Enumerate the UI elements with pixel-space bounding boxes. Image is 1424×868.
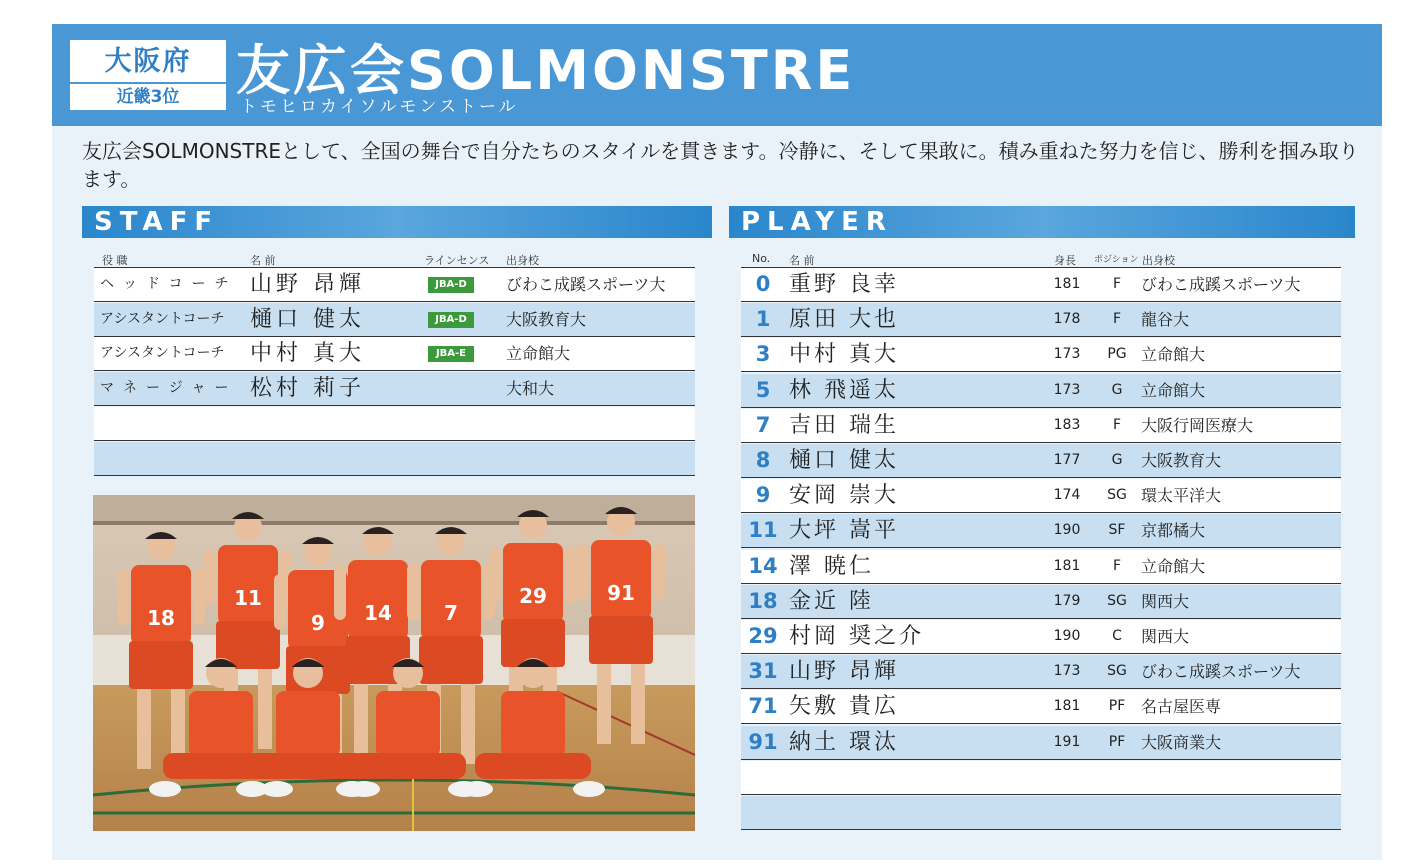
staff-section-title: STAFF: [94, 207, 220, 237]
jersey-number: 91: [607, 581, 635, 605]
staff-col-role: 役 職: [102, 254, 128, 267]
player-row: [741, 796, 1341, 830]
license-badge: JBA-D: [428, 312, 474, 328]
team-name-kana: トモヒロカイソルモンストール: [240, 97, 519, 117]
player-number: 11: [748, 518, 778, 543]
player-position: G: [1111, 452, 1123, 468]
player-section-title: PLAYER: [741, 207, 893, 237]
staff-name: 松村 莉子: [250, 376, 365, 402]
staff-name: 樋口 健太: [250, 306, 365, 332]
staff-role: ヘッドコーチ: [100, 276, 238, 292]
team-photo-illustration: [93, 495, 695, 831]
player-row: [741, 655, 1341, 689]
player-number: 1: [755, 307, 771, 332]
player-position: SF: [1108, 522, 1126, 539]
player-col-number: No.: [752, 252, 771, 265]
player-position: [1097, 796, 1137, 829]
staff-school: びわこ成蹊スポーツ大: [506, 275, 666, 294]
player-number: [745, 761, 781, 794]
player-number: 29: [748, 624, 778, 648]
player-school: びわこ成蹊スポーツ大: [1141, 275, 1301, 294]
player-name: 大坪 嵩平: [789, 518, 899, 544]
staff-col-license: ラインセンス: [424, 254, 490, 267]
player-height: 174: [1053, 487, 1081, 504]
jersey-number: 7: [444, 601, 458, 625]
player-school: 大阪商業大: [1141, 732, 1222, 752]
player-number: 9: [755, 483, 771, 508]
player-row: [741, 585, 1341, 619]
staff-school: 大阪教育大: [506, 309, 587, 329]
player-position: SG: [1107, 487, 1127, 504]
player-school: 京都橘大: [1141, 521, 1206, 541]
player-height: 179: [1053, 592, 1081, 609]
player-height: 190: [1053, 522, 1081, 539]
player-section-bar: [729, 206, 1355, 238]
player-row: [741, 514, 1341, 548]
player-school: 関西大: [1141, 591, 1190, 611]
player-name: 原田 大也: [789, 307, 899, 333]
player-row: [741, 550, 1341, 584]
player-height: [1047, 796, 1087, 829]
player-row: [741, 338, 1341, 372]
player-number: 3: [755, 342, 771, 367]
jersey-number: 18: [147, 606, 175, 630]
staff-role: アシスタントコーチ: [100, 345, 225, 362]
player-row: [741, 761, 1341, 795]
player-name: 林 飛遥太: [789, 377, 899, 403]
player-school: 立命館大: [1141, 380, 1206, 400]
player-col-school: 出身校: [1142, 254, 1175, 267]
staff-row: [94, 303, 695, 337]
player-position: SG: [1107, 592, 1127, 609]
staff-row: [94, 407, 695, 441]
player-col-name: 名 前: [789, 254, 815, 267]
player-position: PF: [1108, 733, 1126, 750]
player-school: 大阪行岡医療大: [1141, 415, 1254, 435]
player-row: [741, 620, 1341, 654]
player-height: 181: [1053, 698, 1081, 715]
staff-role: アシスタントコーチ: [100, 310, 225, 327]
jersey-number: 29: [519, 584, 547, 608]
staff-col-name: 名 前: [250, 254, 276, 267]
player-school: 龍谷大: [1141, 310, 1190, 330]
jersey-number: 11: [234, 586, 262, 610]
player-school: びわこ成蹊スポーツ大: [1141, 662, 1301, 682]
player-height: 173: [1053, 346, 1081, 363]
player-row: [741, 444, 1341, 478]
player-number: 8: [755, 448, 771, 472]
player-name: 金近 陸: [789, 588, 874, 614]
player-name: 澤 暁仁: [789, 553, 874, 579]
player-position: F: [1112, 416, 1122, 433]
player-number: 5: [755, 377, 771, 402]
player-row: [741, 690, 1341, 724]
staff-section-bar: [82, 206, 712, 238]
prefecture-badge: [70, 40, 226, 110]
player-position: F: [1112, 276, 1122, 292]
player-position: F: [1112, 311, 1122, 328]
player-number: 71: [748, 694, 778, 719]
player-number: 31: [748, 659, 778, 684]
player-name: 納土 環汰: [789, 729, 899, 755]
player-name: 重野 良幸: [789, 272, 899, 297]
player-school: 関西大: [1141, 627, 1190, 646]
player-row: [741, 726, 1341, 760]
staff-row: [94, 337, 695, 371]
staff-name: 山野 昂輝: [250, 272, 365, 297]
player-height: 183: [1053, 416, 1081, 433]
player-position: [1097, 761, 1137, 794]
prefecture-name: 大阪府: [70, 40, 226, 82]
staff-name: 中村 真大: [250, 341, 365, 367]
player-row: [741, 268, 1341, 302]
player-height: 173: [1053, 381, 1081, 398]
staff-role: マネージャー: [100, 380, 238, 397]
team-name: 友広会SOLMONSTRE: [236, 39, 856, 102]
player-number: 91: [748, 729, 778, 754]
player-school: 環太平洋大: [1141, 486, 1222, 506]
staff-row: [94, 268, 695, 302]
player-row: [741, 303, 1341, 337]
staff-row: [94, 442, 695, 476]
player-col-height: 身長: [1054, 254, 1076, 267]
player-number: 18: [748, 588, 778, 613]
staff-school: 大和大: [506, 379, 555, 399]
player-school: 名古屋医専: [1141, 697, 1222, 717]
staff-row: [94, 372, 695, 406]
player-height: 191: [1053, 733, 1081, 750]
player-height: 181: [1053, 276, 1081, 292]
player-name: 矢敷 貴広: [789, 694, 899, 720]
player-number: [745, 796, 781, 829]
player-row: [741, 409, 1341, 443]
player-col-position: ポジション: [1094, 255, 1139, 265]
player-name: 樋口 健太: [789, 448, 899, 473]
player-row: [741, 479, 1341, 513]
player-height: 177: [1053, 452, 1081, 468]
player-name: 吉田 瑞生: [789, 412, 899, 438]
player-name: 村岡 奨之介: [789, 624, 924, 649]
player-school: 大阪教育大: [1141, 451, 1222, 470]
staff-school: 立命館大: [506, 344, 571, 364]
player-height: 178: [1053, 311, 1081, 328]
player-school: 立命館大: [1141, 345, 1206, 365]
player-height: 190: [1053, 628, 1081, 644]
player-number: 0: [755, 272, 771, 296]
team-description: 友広会SOLMONSTREとして、全国の舞台で自分たちのスタイルを貫きます。冷静に、そして果敢に。積み重ねた努力を信じ、勝利を掴み取ります。: [82, 139, 1359, 191]
staff-col-school: 出身校: [506, 254, 539, 267]
license-badge: JBA-E: [428, 346, 474, 362]
player-position: C: [1112, 628, 1122, 644]
player-position: PG: [1107, 346, 1127, 363]
regional-rank: 近畿3位: [70, 84, 226, 110]
player-number: 7: [755, 412, 771, 437]
player-height: 173: [1053, 663, 1081, 680]
player-school: 立命館大: [1141, 556, 1206, 576]
player-position: PF: [1108, 698, 1126, 715]
player-height: 181: [1053, 557, 1081, 574]
player-name: 安岡 崇大: [789, 483, 899, 509]
player-name: 中村 真大: [789, 342, 899, 368]
player-height: [1047, 761, 1087, 794]
jersey-number: 9: [311, 611, 325, 635]
player-row: [741, 374, 1341, 408]
player-position: F: [1112, 557, 1122, 574]
player-number: 14: [748, 553, 778, 578]
license-badge: JBA-D: [428, 277, 474, 293]
team-photo: [93, 495, 695, 831]
player-name: 山野 昂輝: [789, 659, 899, 685]
jersey-number: 14: [364, 601, 392, 625]
player-position: SG: [1107, 663, 1127, 680]
player-position: G: [1111, 381, 1123, 398]
